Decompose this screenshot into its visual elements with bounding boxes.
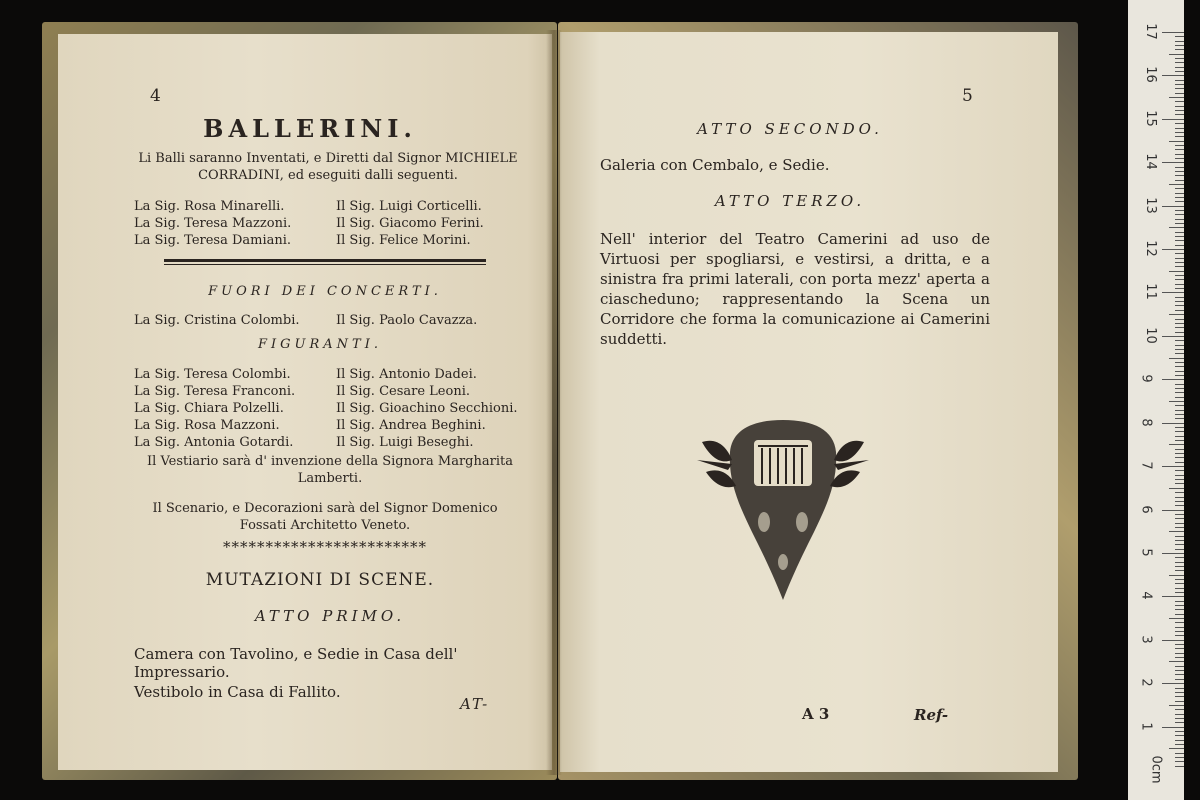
ruler-tick (1175, 666, 1184, 667)
ballerini-title: BALLERINI. (203, 114, 417, 143)
fuori-left: La Sig. Cristina Colombi. (134, 313, 300, 328)
figuranti-men-list (336, 366, 518, 451)
ruler-tick (1175, 622, 1184, 623)
ruler-tick (1175, 214, 1184, 215)
ruler-tick (1175, 405, 1184, 406)
ruler-tick (1175, 284, 1184, 285)
signature-mark: A 3 (802, 705, 830, 723)
book-gutter (546, 30, 562, 775)
ruler-tick (1169, 575, 1184, 576)
ruler-tick (1175, 210, 1184, 211)
atto-secondo-heading: ATTO SECONDO. (697, 120, 883, 138)
atto-primo-heading: ATTO PRIMO. (254, 607, 406, 625)
ruler-label: 0cm (1148, 755, 1164, 784)
ruler-label: 1 (1138, 721, 1154, 731)
ruler-tick (1162, 466, 1184, 467)
ruler-tick (1175, 731, 1184, 732)
ruler-tick (1175, 180, 1184, 181)
ruler-tick (1175, 427, 1184, 428)
ruler-tick (1169, 54, 1184, 55)
ruler-tick (1162, 119, 1184, 120)
ballet-intro: Li Balli saranno Inventati, e Diretti dal Signor MICHIELE CORRADINI, ed eseguiti dalli seguenti. (138, 151, 518, 183)
list-item: La Sig. Chiara Polzelli. (134, 401, 284, 416)
left-page-number: 4 (150, 86, 161, 106)
ruler-tick (1175, 505, 1184, 506)
ruler-tick (1175, 158, 1184, 159)
ruler-tick (1175, 58, 1184, 59)
ruler-tick (1175, 388, 1184, 389)
ruler-tick (1175, 497, 1184, 498)
ruler-tick (1175, 479, 1184, 480)
list-item: Il Sig. Felice Morini. (336, 233, 471, 248)
ruler-label: 12 (1142, 240, 1158, 257)
ruler-tick (1175, 501, 1184, 502)
ruler-tick (1162, 379, 1184, 380)
costume-credit: Il Vestiario sarà d' invenzione della Signora Margharita Lamberti. (147, 454, 513, 486)
ruler-tick (1175, 605, 1184, 606)
ruler-tick (1175, 223, 1184, 224)
ruler-tick (1175, 449, 1184, 450)
list-item: La Sig. Teresa Damiani. (134, 233, 292, 248)
list-item: Il Sig. Giacomo Ferini. (336, 216, 484, 231)
ruler-tick (1175, 327, 1184, 328)
ruler-tick (1175, 175, 1184, 176)
ruler-tick (1175, 674, 1184, 675)
ruler-tick (1175, 609, 1184, 610)
ruler-tick (1175, 692, 1184, 693)
printer-ornament-vignette (692, 412, 874, 607)
ruler-tick (1175, 362, 1184, 363)
ruler-label: 9 (1138, 374, 1154, 383)
ruler-tick (1175, 275, 1184, 276)
ruler-tick (1175, 688, 1184, 689)
ruler-tick (1175, 410, 1184, 411)
ruler-label: 7 (1138, 461, 1154, 470)
ruler-tick (1175, 45, 1184, 46)
figuranti-women-list (134, 366, 295, 451)
ruler-tick (1175, 614, 1184, 615)
ruler-tick (1175, 236, 1184, 237)
ruler-tick (1175, 132, 1184, 133)
ruler-tick (1175, 453, 1184, 454)
scene-atto-primo-2: Vestibolo in Casa di Fallito. (134, 683, 341, 701)
ruler-tick (1162, 249, 1184, 250)
ruler-label: 3 (1138, 635, 1154, 644)
ruler-tick (1175, 36, 1184, 37)
list-item: Il Sig. Gioachino Secchioni. (336, 401, 518, 416)
ruler-tick (1175, 462, 1184, 463)
ruler-tick (1162, 727, 1184, 728)
ruler-label: 16 (1142, 66, 1158, 84)
ruler-tick (1169, 141, 1184, 142)
ruler-tick (1175, 197, 1184, 198)
ruler-tick (1175, 305, 1184, 306)
ruler-tick (1175, 340, 1184, 341)
ruler-tick (1162, 596, 1184, 597)
ruler-tick (1175, 414, 1184, 415)
ruler-tick (1162, 336, 1184, 337)
ruler-tick (1175, 323, 1184, 324)
ruler-tick (1175, 371, 1184, 372)
ruler-tick (1175, 245, 1184, 246)
ruler-tick (1175, 67, 1184, 68)
ruler-tick (1175, 80, 1184, 81)
ruler-tick (1175, 110, 1184, 111)
ruler-tick (1175, 566, 1184, 567)
ruler-tick (1175, 644, 1184, 645)
ruler-tick (1169, 748, 1184, 749)
left-catchword: AT- (460, 695, 490, 713)
ruler-tick (1175, 635, 1184, 636)
ruler-tick (1175, 544, 1184, 545)
ruler-label: 8 (1138, 418, 1154, 427)
fuori-heading: FUORI DEI CONCERTI. (208, 284, 442, 299)
ruler-tick (1162, 683, 1184, 684)
ruler-tick (1175, 440, 1184, 441)
ruler-tick (1175, 701, 1184, 702)
ruler-tick (1175, 232, 1184, 233)
ruler-tick (1175, 583, 1184, 584)
ruler-tick (1175, 149, 1184, 150)
ruler-label: 13 (1142, 196, 1158, 214)
scene-atto-secondo: Galeria con Cembalo, e Sedie. (600, 156, 830, 174)
ruler-tick (1175, 722, 1184, 723)
ruler-tick (1175, 188, 1184, 189)
ruler-tick (1175, 262, 1184, 263)
ruler-tick (1175, 49, 1184, 50)
ruler-tick (1175, 766, 1184, 767)
ruler-tick (1175, 123, 1184, 124)
ruler-tick (1169, 705, 1184, 706)
ruler-tick (1175, 740, 1184, 741)
ruler-tick (1175, 436, 1184, 437)
ruler-tick (1175, 345, 1184, 346)
ruler-tick (1169, 661, 1184, 662)
ruler-tick (1175, 753, 1184, 754)
ruler-tick (1162, 206, 1184, 207)
ruler-tick (1175, 106, 1184, 107)
ruler-label: 14 (1142, 153, 1158, 171)
ruler-tick (1175, 757, 1184, 758)
ruler-tick (1162, 510, 1184, 511)
ruler-tick (1175, 657, 1184, 658)
ruler-tick (1175, 258, 1184, 259)
ruler-tick (1175, 570, 1184, 571)
ruler-tick (1175, 631, 1184, 632)
ruler-tick (1175, 579, 1184, 580)
ruler-tick (1175, 679, 1184, 680)
ruler-tick (1175, 266, 1184, 267)
ruler-label: 10 (1142, 327, 1158, 344)
ruler-tick (1162, 32, 1184, 33)
ruler-tick (1175, 431, 1184, 432)
list-item: Il Sig. Luigi Corticelli. (336, 199, 482, 214)
ruler-tick (1162, 75, 1184, 76)
ruler-tick (1175, 349, 1184, 350)
ruler-tick (1175, 418, 1184, 419)
list-item: Il Sig. Andrea Beghini. (336, 418, 486, 433)
ruler-tick (1175, 601, 1184, 602)
ruler-tick (1175, 588, 1184, 589)
ruler-tick (1175, 744, 1184, 745)
ruler-tick (1175, 167, 1184, 168)
dancers-men-list (336, 198, 484, 249)
ruler-tick (1175, 128, 1184, 129)
ruler-label: 6 (1138, 504, 1154, 514)
ruler-tick (1169, 531, 1184, 532)
ruler-tick (1175, 714, 1184, 715)
ruler-label: 2 (1138, 678, 1154, 687)
ruler-tick (1175, 375, 1184, 376)
ruler-tick (1175, 709, 1184, 710)
ruler-tick (1175, 735, 1184, 736)
ruler-tick (1175, 514, 1184, 515)
ruler-tick (1175, 653, 1184, 654)
ruler-tick (1175, 475, 1184, 476)
ruler-tick (1175, 536, 1184, 537)
ruler-tick (1162, 553, 1184, 554)
atto-terzo-heading: ATTO TERZO. (714, 192, 866, 210)
ruler-label: 5 (1138, 548, 1154, 557)
ruler-tick (1175, 696, 1184, 697)
ruler-tick (1175, 718, 1184, 719)
ruler-tick (1169, 271, 1184, 272)
ruler-tick (1169, 401, 1184, 402)
ruler-tick (1175, 648, 1184, 649)
ruler-tick (1169, 184, 1184, 185)
mutazioni-heading: MUTAZIONI DI SCENE. (205, 570, 435, 590)
ruler-tick (1175, 154, 1184, 155)
ruler-tick (1169, 97, 1184, 98)
ruler-tick (1162, 423, 1184, 424)
ruler-tick (1175, 592, 1184, 593)
ruler-tick (1175, 114, 1184, 115)
ruler-label: 4 (1138, 591, 1154, 600)
right-catchword: Ref- (914, 706, 949, 724)
ruler-tick (1175, 562, 1184, 563)
ruler-tick (1175, 523, 1184, 524)
ruler-tick (1175, 301, 1184, 302)
ruler-tick (1175, 145, 1184, 146)
ruler-tick (1175, 549, 1184, 550)
ruler-tick (1175, 527, 1184, 528)
ruler-tick (1175, 201, 1184, 202)
ruler-tick (1175, 93, 1184, 94)
ruler-tick (1175, 397, 1184, 398)
ruler-tick (1175, 279, 1184, 280)
list-item: La Sig. Teresa Mazzoni. (134, 216, 292, 231)
ruler-tick (1175, 84, 1184, 85)
scene-atto-terzo: Nell' interior del Teatro Camerini ad uso de Virtuosi per spogliarsi, e vestirsi, a dritta, e a sinistra fra primi laterali, con porta mezz' aperta a ciascheduno; rappresentando la Scena un Corridore che forma la comunicazione ai Camerini suddetti. (600, 230, 990, 348)
ruler-label: 11 (1142, 283, 1158, 301)
ruler-tick (1169, 314, 1184, 315)
ruler-tick (1175, 384, 1184, 385)
ruler-tick (1175, 557, 1184, 558)
ruler-tick (1169, 227, 1184, 228)
ruler-tick (1175, 253, 1184, 254)
ruler-tick (1175, 297, 1184, 298)
ruler-tick (1175, 319, 1184, 320)
dancers-women-list (134, 198, 291, 249)
list-item: Il Sig. Luigi Beseghi. (336, 435, 474, 450)
fuori-right: Il Sig. Paolo Cavazza. (336, 313, 478, 328)
ruler-label: 15 (1142, 110, 1158, 127)
ruler-tick (1175, 457, 1184, 458)
ruler-tick (1175, 71, 1184, 72)
scenery-credit: Il Scenario, e Decorazioni sarà del Signor Domenico Fossati Architetto Veneto. (152, 501, 498, 533)
list-item: La Sig. Rosa Mazzoni. (134, 418, 280, 433)
scene-atto-primo-1: Camera con Tavolino, e Sedie in Casa dell' Impressario. (134, 645, 458, 681)
list-item: La Sig. Rosa Minarelli. (134, 199, 285, 214)
measurement-ruler (1128, 0, 1184, 800)
ruler-tick (1162, 292, 1184, 293)
ruler-tick (1175, 41, 1184, 42)
asterisk-divider: ************************ (223, 538, 427, 556)
ruler-tick (1175, 670, 1184, 671)
ruler-tick (1162, 162, 1184, 163)
ruler-tick (1175, 101, 1184, 102)
ruler-tick (1175, 627, 1184, 628)
ruler-tick (1175, 219, 1184, 220)
ruler-tick (1169, 358, 1184, 359)
ruler-tick (1175, 392, 1184, 393)
ruler-tick (1175, 518, 1184, 519)
double-rule-divider (164, 259, 486, 265)
list-item: La Sig. Antonia Gotardi. (134, 435, 294, 450)
right-page-number: 5 (962, 86, 973, 106)
ruler-tick (1169, 444, 1184, 445)
ruler-tick (1175, 88, 1184, 89)
ruler-tick (1169, 618, 1184, 619)
right-page (560, 32, 1058, 772)
ruler-tick (1175, 761, 1184, 762)
ruler-tick (1175, 470, 1184, 471)
list-item: Il Sig. Antonio Dadei. (336, 367, 477, 382)
list-item: Il Sig. Cesare Leoni. (336, 384, 470, 399)
ruler-tick (1175, 540, 1184, 541)
ruler-tick (1175, 171, 1184, 172)
figuranti-heading: FIGURANTI. (258, 337, 382, 352)
ruler-tick (1175, 483, 1184, 484)
ruler-tick (1175, 366, 1184, 367)
list-item: La Sig. Teresa Franconi. (134, 384, 296, 399)
list-item: La Sig. Teresa Colombi. (134, 367, 291, 382)
ruler-tick (1175, 136, 1184, 137)
ruler-label: 17 (1142, 23, 1158, 40)
ruler-tick (1175, 353, 1184, 354)
ruler-tick (1175, 310, 1184, 311)
ruler-tick (1175, 240, 1184, 241)
ruler-tick (1175, 62, 1184, 63)
ruler-tick (1175, 193, 1184, 194)
ruler-tick (1169, 488, 1184, 489)
ruler-tick (1175, 288, 1184, 289)
ruler-tick (1162, 640, 1184, 641)
ruler-tick (1175, 332, 1184, 333)
ruler-tick (1175, 492, 1184, 493)
